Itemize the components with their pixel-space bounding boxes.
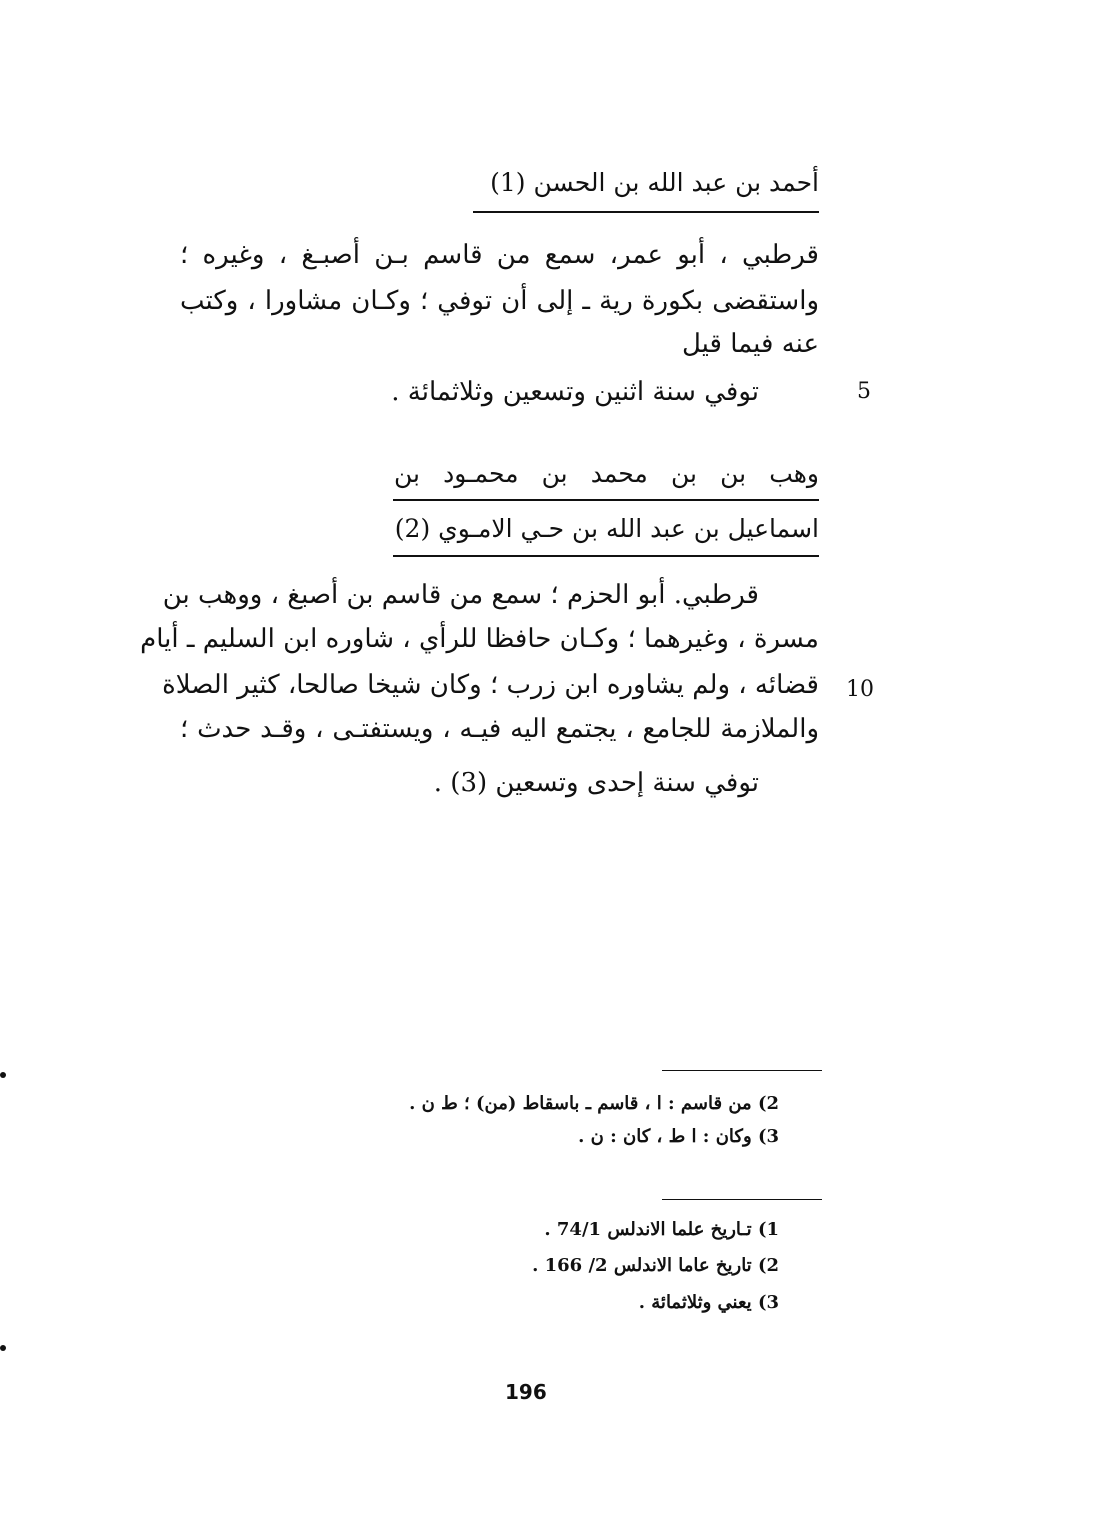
entry-2-line-1: قرطبي. أبو الحزم ؛ سمع من قاسم بن أصبغ ، ووهب بن — [162, 580, 759, 610]
entry-1-title-rule — [473, 211, 819, 213]
variant-notes-rule — [662, 1070, 822, 1071]
source-note-3: 3) يعني وثلاثمائة . — [638, 1292, 779, 1313]
entry-2-title-rule-1 — [393, 499, 819, 501]
entry-1-line-3: عنه فيما قيل — [681, 329, 819, 359]
entry-1-line-1: قرطبي ، أبو عمر، سمع من قاسم بـن أصبـغ ، وغيره ؛ — [180, 240, 819, 270]
scan-speck-top — [0, 1072, 6, 1078]
variant-note-2: 2) من قاسم : ا ، قاسم ـ باسقاط (من) ؛ ط ن . — [409, 1093, 779, 1114]
entry-2-line-4: والملازمة للجامع ، يجتمع اليه فيـه ، ويستفتـى ، وقـد حدث ؛ — [180, 714, 819, 744]
entry-2-title-rule-2 — [393, 555, 819, 557]
entry-2-title-line-2: اسماعيل بن عبد الله بن حـي الامـوي (2) — [394, 514, 819, 543]
entry-2-line-3: قضائه ، ولم يشاوره ابن زرب ؛ وكان شيخا صالحا، كثير الصلاة — [162, 670, 819, 700]
entry-1-line-2: واستقضى بكورة رية ـ إلى أن توفي ؛ وكـان مشاورا ، وكتب — [180, 286, 819, 316]
entry-1-death-line: توفي سنة اثنين وتسعين وثلاثمائة . — [391, 377, 759, 407]
line-number-5: 5 — [857, 379, 871, 404]
entry-1-title: أحمد بن عبد الله بن الحسن (1) — [490, 168, 819, 197]
page-number: 196 — [505, 1380, 547, 1404]
entry-2-title-line-1: وهب بن بن محمد بن محمـود بن — [394, 459, 819, 488]
entry-2-line-2: مسرة ، وغيرهما ؛ وكـان حافظا للرأي ، شاوره ابن السليم ـ أيام — [140, 624, 819, 654]
line-number-10: 10 — [846, 677, 874, 702]
scan-speck-bottom — [0, 1345, 6, 1351]
source-note-2: 2) تاريخ عاما الاندلس 2/ 166 . — [532, 1255, 779, 1276]
source-notes-rule — [662, 1199, 822, 1200]
variant-note-3: 3) وكان : ا ط ، كان : ن . — [578, 1126, 779, 1147]
entry-2-death-line: توفي سنة إحدى وتسعين (3) . — [433, 768, 759, 798]
source-note-1: 1) تـاريخ علما الاندلس 74/1 . — [544, 1219, 779, 1240]
